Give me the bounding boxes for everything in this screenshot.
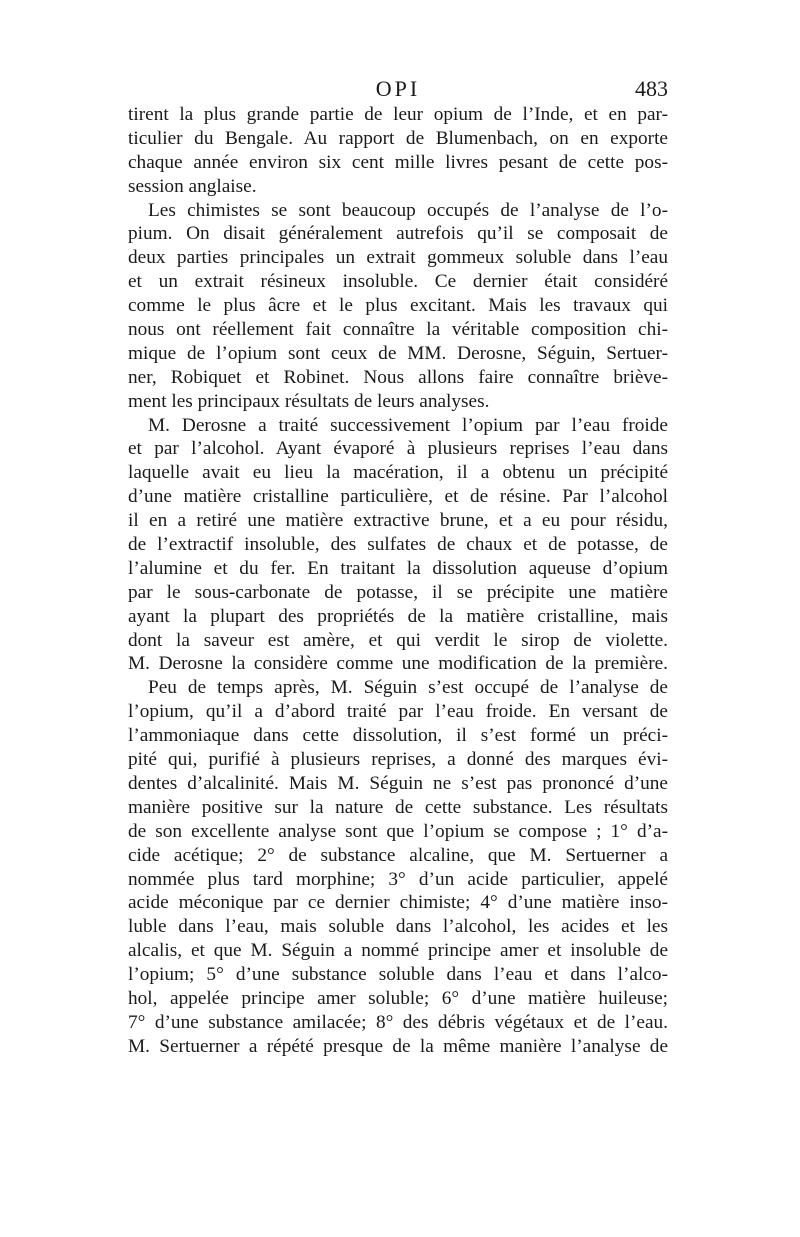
text-line: ner, Robiquet et Robinet. Nous allons faire connaître briève- [128,366,668,388]
text-line: luble dans l’eau, mais soluble dans l’alcohol, les acides et les [128,916,668,938]
page-number: 483 [635,76,668,101]
text-line: il en a retiré une matière extractive brune, et a eu pour résidu, [128,510,668,532]
text-line: et par l’alcohol. Ayant évaporé à plusieurs reprises l’eau dans [128,438,668,460]
text-line: Les chimistes se sont beaucoup occupés de l’analyse de l’o- [148,199,668,221]
text-line: manière positive sur la nature de cette substance. Les résultats [128,796,668,818]
text-line: l’opium, qu’il a d’abord traité par l’eau froide. En versant de [128,701,668,723]
text-line: dont la saveur est amère, et qui verdit le sirop de violette. [128,629,668,651]
text-line: dentes d’alcalinité. Mais M. Séguin ne s’est pas prononcé d’une [128,772,668,794]
text-line: laquelle avait eu lieu la macération, il a obtenu un précipité [128,462,668,484]
text-line: M. Derosne la considère comme une modification de la première. [128,653,668,675]
text-line: d’une matière cristalline particulière, et de résine. Par l’alcohol [128,486,668,508]
text-line: ticulier du Bengale. Au rapport de Blumenbach, on en exporte [128,127,668,149]
text-line: par le sous-carbonate de potasse, il se précipite une matière [128,581,668,603]
text-line: cide acétique; 2° de substance alcaline, que M. Sertuerner a [128,844,668,866]
text-line: mique de l’opium sont ceux de MM. Derosne, Séguin, Sertuer- [128,342,668,364]
page-header [128,76,668,106]
text-line: pium. On disait généralement autrefois qu’il se composait de [128,223,668,245]
text-line: et un extrait résineux insoluble. Ce dernier était considéré [128,271,668,293]
text-line: deux parties principales un extrait gommeux soluble dans l’eau [128,247,668,269]
text-line: l’alumine et du fer. En traitant la dissolution aqueuse d’opium [128,557,668,579]
text-line: 7° d’une substance amilacée; 8° des débris végétaux et de l’eau. [128,1011,668,1033]
text-line: session anglaise. [128,175,257,197]
text-line: ment les principaux résultats de leurs analyses. [128,390,490,412]
text-line: M. Derosne a traité successivement l’opium par l’eau froide [148,414,668,436]
text-line: l’opium; 5° d’une substance soluble dans l’eau et dans l’alco- [128,964,668,986]
body-text [128,103,668,1059]
text-line: de son excellente analyse sont que l’opium se compose ; 1° d’a- [128,820,668,842]
text-line: M. Sertuerner a répété presque de la même manière l’analyse de [128,1035,668,1057]
text-line: alcalis, et que M. Séguin a nommé principe amer et insoluble de [128,940,668,962]
running-head: OPI [375,76,421,101]
text-line: tirent la plus grande partie de leur opium de l’Inde, et en par- [128,104,668,125]
text-line: hol, appelée principe amer soluble; 6° d’une matière huileuse; [128,987,668,1009]
text-line: pité qui, purifié à plusieurs reprises, a donné des marques évi- [128,749,668,771]
text-line: l’ammoniaque dans cette dissolution, il s’est formé un préci- [128,725,668,747]
text-line: nous ont réellement fait connaître la véritable composition chi- [128,319,668,341]
text-line: ayant la plupart des propriétés de la matière cristalline, mais [128,605,668,627]
text-line: comme le plus âcre et le plus excitant. Mais les travaux qui [128,295,668,317]
text-line: Peu de temps après, M. Séguin s’est occupé de l’analyse de [148,677,668,699]
text-line: nommée plus tard morphine; 3° d’un acide particulier, appelé [128,868,668,890]
text-line: chaque année environ six cent mille livres pesant de cette pos- [128,151,668,173]
text-line: acide méconique par ce dernier chimiste; 4° d’une matière inso- [128,892,668,914]
text-line: de l’extractif insoluble, des sulfates de chaux et de potasse, de [128,534,668,556]
